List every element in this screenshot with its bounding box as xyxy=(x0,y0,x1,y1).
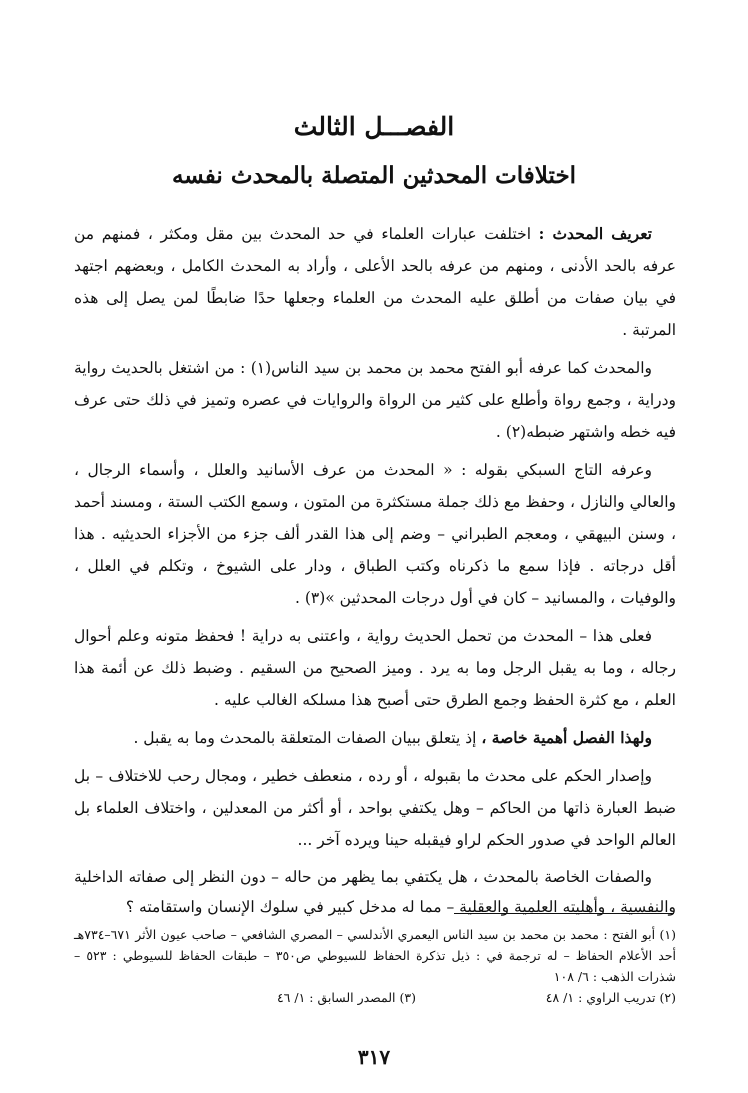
chapter-title-heading: اختلافات المحدثين المتصلة بالمحدث نفسه xyxy=(171,162,577,189)
footnote-3: (٣) المصدر السابق : ١/ ٤٦ xyxy=(276,990,416,1005)
footnote-2: (٢) تدريب الراوي : ١/ ٤٨ xyxy=(545,990,676,1005)
paragraph-lead: تعريف المحدث : xyxy=(538,224,652,243)
paragraph-text: فعلى هذا – المحدث من تحمل الحديث رواية ، واعتنى به دراية ! فحفظ متونه وعلم أحوال رجاله ، وما به يقبل الرجل وما به يرد . وميز الصحيح من السقيم . وضبط ذلك عن أئمة هذا العلم ، مع كثرة الحفظ وجمع الطرق حتى أصبح هذا مسلكه الغالب عليه . xyxy=(74,627,676,709)
paragraph-text: والمحدث كما عرفه أبو الفتح محمد بن محمد بن سيد الناس(١) : من اشتغل بالحديث رواية ودراية ، وجمع رواة وأطلع على كثير من الرواة والروايات في عصره وتميز في ذلك حتى عرف فيه خطه واشتهر ضبطه(٢) . xyxy=(74,359,676,441)
chapter-body xyxy=(74,218,676,928)
paragraph-judgement xyxy=(74,760,676,856)
paragraph-lead: ولهذا الفصل أهمية خاصة ، xyxy=(481,728,652,747)
footnote-divider xyxy=(454,913,674,914)
paragraph-subki xyxy=(74,454,676,614)
paragraph-text: إذ يتعلق ببيان الصفات المتعلقة بالمحدث وما به يقبل . xyxy=(133,729,482,747)
footnote-row xyxy=(74,987,676,1008)
footnote-1: (١) أبو الفتح : محمد بن محمد بن سيد الناس اليعمري الأندلسي – المصري الشافعي – صاحب عيون الأثر ٦٧١–٧٣٤هـ أحد الأعلام الحفاظ – له ترجمة في : ذيل تذكرة الحفاظ للسيوطي ص٣٥٠ – طبقات الحفاظ للسيوطي : ٥٢٣ – شذرات الذهب : ٦/ ١٠٨ xyxy=(74,927,676,984)
footnotes xyxy=(74,924,676,1008)
paragraph-importance xyxy=(74,722,676,754)
paragraph-text: اختلفت عبارات العلماء في حد المحدث بين مقل ومكثر ، فمنهم من عرفه بالحد الأدنى ، ومنهم من عرفه بالحد الأعلى ، وأراد به المحدث الكامل ، وبعضهم اجتهد في بيان صفات من أطلق عليه المحدث من العلماء وجعلها حدًا ضابطًا لمن يصل إلى هذه المرتبة . xyxy=(74,225,676,339)
paragraph-conclusion xyxy=(74,620,676,716)
paragraph-text: والصفات الخاصة بالمحدث ، هل يكتفي بما يظهر من حاله – دون النظر إلى صفاته الداخلية والنفسية ، وأهليته العلمية والعقلية – مما له مدخل كبير في سلوك الإنسان واستقامته ؟ xyxy=(74,868,676,916)
paragraph-ibn-sayyid-al-nas xyxy=(74,352,676,448)
paragraph-definition xyxy=(74,218,676,346)
paragraph-text: وعرفه التاج السبكي بقوله : « المحدث من عرف الأسانيد والعلل ، وأسماء الرجال ، والعالي والنازل ، وحفظ مع ذلك جملة مستكثرة من المتون ، وسمع الكتب الستة ، ومسند أحمد ، وسنن البيهقي ، ومعجم الطبراني – وضم إلى هذا القدر ألف جزء من الأجزاء الحديثيه . هذا أقل درجاته . فإذا سمع ما ذكرناه وكتب الطباق ، ودار على الشيوخ ، وتكلم في العلل ، والوفيات ، والمسانيد – كان في أول درجات المحدثين »(٣) . xyxy=(74,461,676,607)
chapter-number-heading: الفصـــل الثالث xyxy=(293,112,455,141)
page-number: ٣١٧ xyxy=(357,1045,391,1069)
paragraph-text: وإصدار الحكم على محدث ما بقبوله ، أو رده ، منعطف خطير ، ومجال رحب للاختلاف – بل ضبط العبارة ذاتها من الحاكم – وهل يكتفي بواحد ، أو أكثر من المعدلين ، واختلاف العلماء بل العالم الواحد في صدور الحكم لراو فيقبله حينا ويرده آخر ... xyxy=(74,767,676,849)
